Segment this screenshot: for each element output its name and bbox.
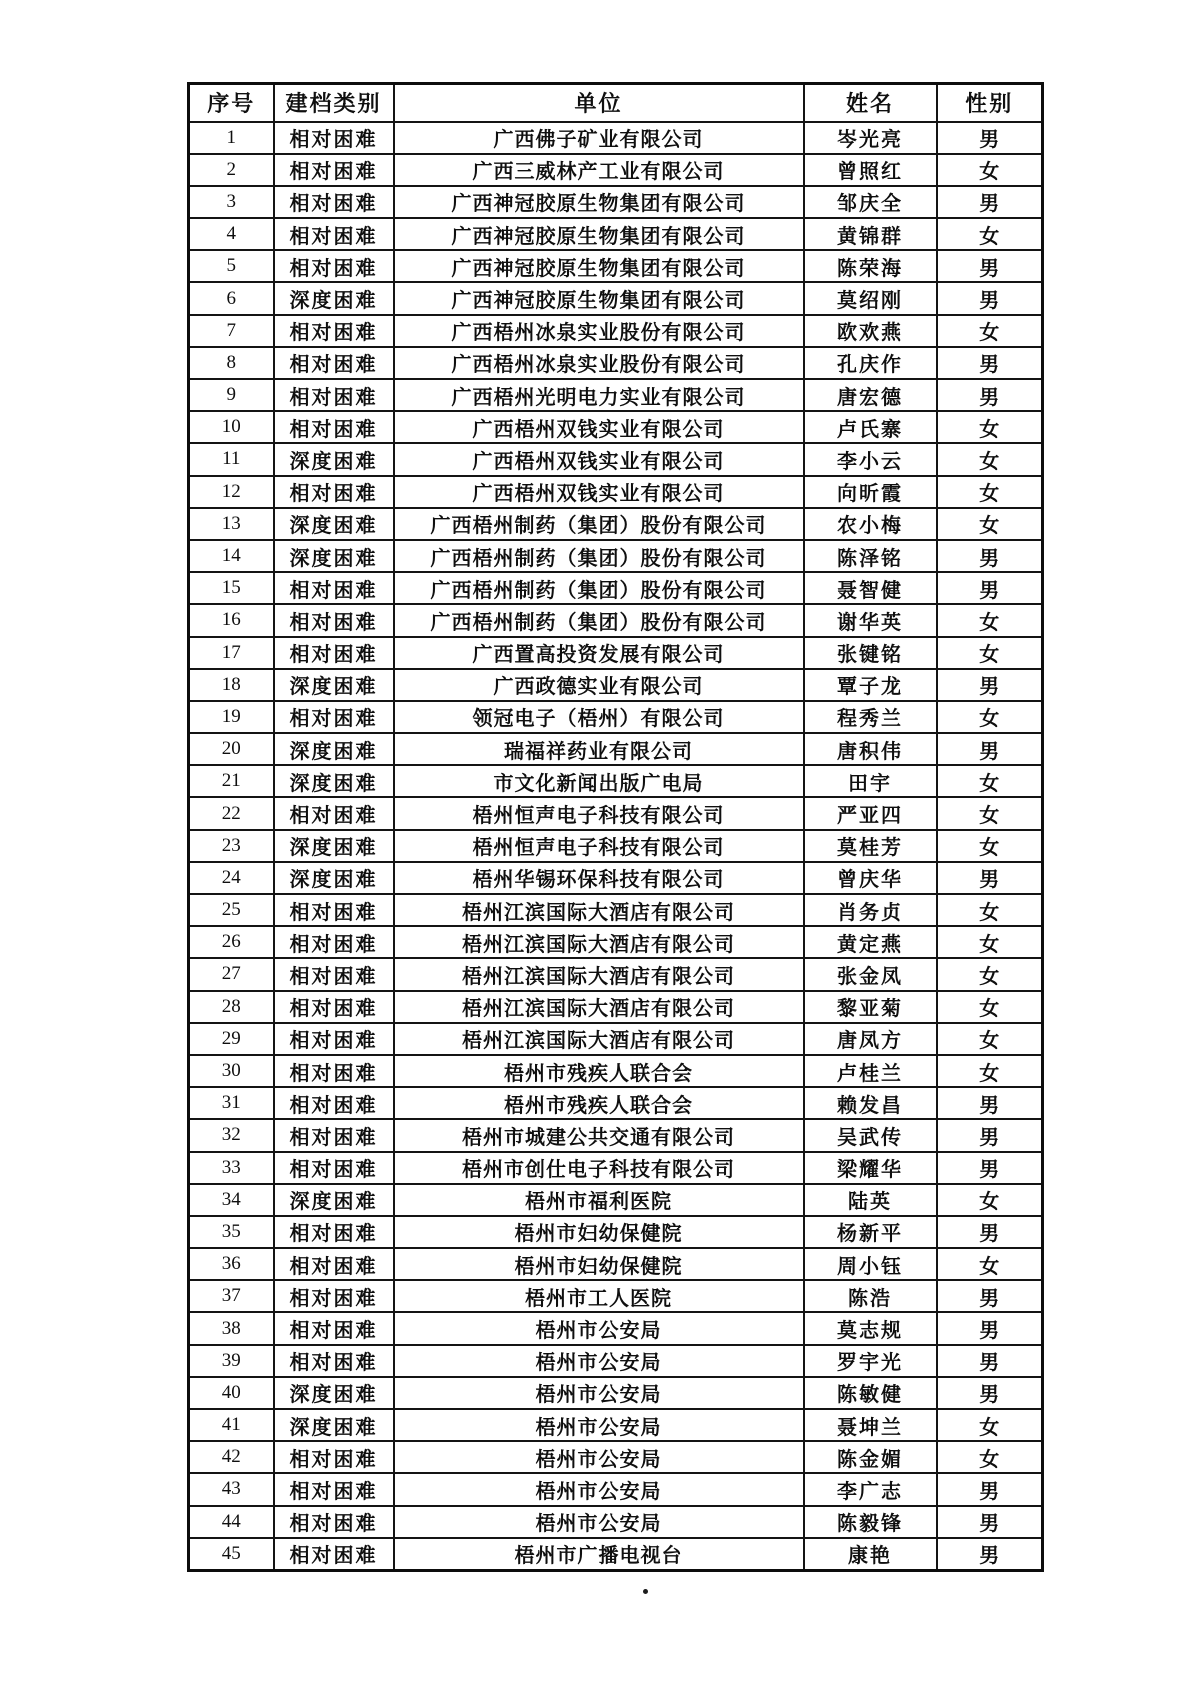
- cell-gender: 男: [937, 540, 1043, 572]
- cell-unit: 广西梧州双钱实业有限公司: [394, 443, 804, 475]
- table-row: [189, 122, 1043, 154]
- cell-name: 梁耀华: [804, 1152, 937, 1184]
- cell-category: 相对困难: [274, 1345, 394, 1377]
- cell-index: 32: [189, 1119, 274, 1151]
- cell-gender: 男: [937, 1152, 1043, 1184]
- cell-category: 相对困难: [274, 411, 394, 443]
- cell-gender: 女: [937, 1409, 1043, 1441]
- cell-gender: 女: [937, 1441, 1043, 1473]
- cell-name: 陈毅锋: [804, 1506, 937, 1538]
- cell-category: 深度困难: [274, 508, 394, 540]
- cell-name: 向昕霞: [804, 476, 937, 508]
- cell-gender: 男: [937, 1312, 1043, 1344]
- cell-name: 李广志: [804, 1473, 937, 1505]
- cell-gender: 男: [937, 1473, 1043, 1505]
- cell-unit: 梧州市创仕电子科技有限公司: [394, 1152, 804, 1184]
- cell-unit: 梧州江滨国际大酒店有限公司: [394, 1023, 804, 1055]
- cell-gender: 男: [937, 1280, 1043, 1312]
- table-row: [189, 443, 1043, 475]
- cell-gender: 女: [937, 926, 1043, 958]
- cell-category: 相对困难: [274, 572, 394, 604]
- cell-index: 28: [189, 991, 274, 1023]
- cell-unit: 梧州华锡环保科技有限公司: [394, 862, 804, 894]
- cell-unit: 广西梧州双钱实业有限公司: [394, 476, 804, 508]
- cell-name: 覃子龙: [804, 669, 937, 701]
- cell-category: 相对困难: [274, 1538, 394, 1571]
- cell-category: 相对困难: [274, 1216, 394, 1248]
- cell-gender: 男: [937, 733, 1043, 765]
- cell-name: 杨新平: [804, 1216, 937, 1248]
- table-row: [189, 1055, 1043, 1087]
- table-row: [189, 1087, 1043, 1119]
- cell-unit: 梧州市公安局: [394, 1345, 804, 1377]
- cell-name: 黄定燕: [804, 926, 937, 958]
- cell-gender: 男: [937, 862, 1043, 894]
- cell-category: 深度困难: [274, 765, 394, 797]
- cell-category: 相对困难: [274, 154, 394, 186]
- cell-category: 相对困难: [274, 958, 394, 990]
- cell-gender: 女: [937, 894, 1043, 926]
- cell-index: 42: [189, 1441, 274, 1473]
- cell-index: 38: [189, 1312, 274, 1344]
- cell-unit: 瑞福祥药业有限公司: [394, 733, 804, 765]
- cell-gender: 女: [937, 991, 1043, 1023]
- cell-unit: 广西梧州制药（集团）股份有限公司: [394, 572, 804, 604]
- cell-category: 深度困难: [274, 669, 394, 701]
- cell-category: 相对困难: [274, 1119, 394, 1151]
- cell-category: 相对困难: [274, 1055, 394, 1087]
- cell-gender: 男: [937, 1216, 1043, 1248]
- cell-category: 相对困难: [274, 797, 394, 829]
- cell-index: 15: [189, 572, 274, 604]
- table-row: [189, 1345, 1043, 1377]
- table-row: [189, 250, 1043, 282]
- cell-index: 11: [189, 443, 274, 475]
- cell-index: 14: [189, 540, 274, 572]
- table-row: [189, 1538, 1043, 1571]
- cell-name: 莫绍刚: [804, 282, 937, 314]
- cell-index: 17: [189, 637, 274, 669]
- cell-gender: 女: [937, 1184, 1043, 1216]
- cell-gender: 女: [937, 604, 1043, 636]
- column-header-category: 建档类别: [274, 84, 394, 122]
- cell-category: 相对困难: [274, 637, 394, 669]
- cell-name: 唐积伟: [804, 733, 937, 765]
- table-row: [189, 1216, 1043, 1248]
- table-row: [189, 1377, 1043, 1409]
- table-row: [189, 508, 1043, 540]
- table-row: [189, 540, 1043, 572]
- table-row: [189, 1280, 1043, 1312]
- table-row: [189, 830, 1043, 862]
- table-row: [189, 1473, 1043, 1505]
- cell-name: 农小梅: [804, 508, 937, 540]
- cell-name: 李小云: [804, 443, 937, 475]
- table-row: [189, 1248, 1043, 1280]
- cell-gender: 男: [937, 347, 1043, 379]
- cell-index: 44: [189, 1506, 274, 1538]
- cell-name: 严亚四: [804, 797, 937, 829]
- cell-index: 27: [189, 958, 274, 990]
- cell-gender: 男: [937, 122, 1043, 154]
- cell-gender: 男: [937, 1087, 1043, 1119]
- cell-category: 相对困难: [274, 1506, 394, 1538]
- cell-category: 相对困难: [274, 122, 394, 154]
- table-row: [189, 604, 1043, 636]
- cell-unit: 梧州江滨国际大酒店有限公司: [394, 926, 804, 958]
- cell-category: 相对困难: [274, 926, 394, 958]
- cell-unit: 梧州市公安局: [394, 1377, 804, 1409]
- cell-category: 相对困难: [274, 315, 394, 347]
- cell-index: 37: [189, 1280, 274, 1312]
- cell-index: 16: [189, 604, 274, 636]
- cell-gender: 男: [937, 1538, 1043, 1571]
- cell-unit: 广西神冠胶原生物集团有限公司: [394, 218, 804, 250]
- cell-name: 谢华英: [804, 604, 937, 636]
- cell-index: 29: [189, 1023, 274, 1055]
- cell-unit: 梧州市公安局: [394, 1409, 804, 1441]
- cell-gender: 女: [937, 637, 1043, 669]
- cell-name: 张键铭: [804, 637, 937, 669]
- cell-name: 陈金媚: [804, 1441, 937, 1473]
- cell-unit: 梧州江滨国际大酒店有限公司: [394, 991, 804, 1023]
- cell-category: 相对困难: [274, 347, 394, 379]
- cell-unit: 广西神冠胶原生物集团有限公司: [394, 282, 804, 314]
- cell-category: 深度困难: [274, 1184, 394, 1216]
- cell-name: 陆英: [804, 1184, 937, 1216]
- table-row: [189, 282, 1043, 314]
- table-row: [189, 701, 1043, 733]
- cell-index: 24: [189, 862, 274, 894]
- cell-gender: 男: [937, 1119, 1043, 1151]
- cell-unit: 梧州恒声电子科技有限公司: [394, 830, 804, 862]
- cell-category: 深度困难: [274, 733, 394, 765]
- cell-index: 25: [189, 894, 274, 926]
- cell-unit: 广西梧州制药（集团）股份有限公司: [394, 604, 804, 636]
- cell-unit: 梧州市工人医院: [394, 1280, 804, 1312]
- cell-category: 深度困难: [274, 1409, 394, 1441]
- scan-speck: [643, 1589, 648, 1594]
- cell-index: 8: [189, 347, 274, 379]
- cell-name: 黎亚菊: [804, 991, 937, 1023]
- cell-category: 深度困难: [274, 830, 394, 862]
- cell-index: 7: [189, 315, 274, 347]
- cell-name: 曾庆华: [804, 862, 937, 894]
- cell-category: 相对困难: [274, 1248, 394, 1280]
- cell-index: 34: [189, 1184, 274, 1216]
- cell-category: 相对困难: [274, 1023, 394, 1055]
- table-row: [189, 1506, 1043, 1538]
- column-header-name: 姓名: [804, 84, 937, 122]
- cell-gender: 女: [937, 315, 1043, 347]
- cell-unit: 广西政德实业有限公司: [394, 669, 804, 701]
- table-row: [189, 797, 1043, 829]
- cell-unit: 梧州市妇幼保健院: [394, 1248, 804, 1280]
- cell-index: 10: [189, 411, 274, 443]
- cell-category: 深度困难: [274, 282, 394, 314]
- cell-category: 相对困难: [274, 604, 394, 636]
- table-row: [189, 765, 1043, 797]
- cell-unit: 广西神冠胶原生物集团有限公司: [394, 186, 804, 218]
- cell-index: 36: [189, 1248, 274, 1280]
- cell-gender: 男: [937, 186, 1043, 218]
- cell-category: 相对困难: [274, 1087, 394, 1119]
- cell-name: 唐宏德: [804, 379, 937, 411]
- cell-name: 罗宇光: [804, 1345, 937, 1377]
- cell-gender: 女: [937, 218, 1043, 250]
- cell-name: 孔庆作: [804, 347, 937, 379]
- table-row: [189, 154, 1043, 186]
- cell-unit: 广西置高投资发展有限公司: [394, 637, 804, 669]
- cell-name: 卢桂兰: [804, 1055, 937, 1087]
- cell-name: 莫桂芳: [804, 830, 937, 862]
- cell-category: 相对困难: [274, 1312, 394, 1344]
- cell-unit: 梧州恒声电子科技有限公司: [394, 797, 804, 829]
- cell-index: 21: [189, 765, 274, 797]
- cell-gender: 女: [937, 958, 1043, 990]
- cell-gender: 男: [937, 250, 1043, 282]
- cell-category: 相对困难: [274, 1152, 394, 1184]
- cell-unit: 领冠电子（梧州）有限公司: [394, 701, 804, 733]
- cell-unit: 梧州市公安局: [394, 1312, 804, 1344]
- cell-name: 聂智健: [804, 572, 937, 604]
- cell-unit: 广西佛子矿业有限公司: [394, 122, 804, 154]
- cell-unit: 广西梧州光明电力实业有限公司: [394, 379, 804, 411]
- cell-gender: 男: [937, 669, 1043, 701]
- cell-gender: 女: [937, 1023, 1043, 1055]
- cell-unit: 梧州市城建公共交通有限公司: [394, 1119, 804, 1151]
- table-row: [189, 1152, 1043, 1184]
- table-row: [189, 347, 1043, 379]
- cell-index: 30: [189, 1055, 274, 1087]
- cell-index: 20: [189, 733, 274, 765]
- cell-name: 周小钰: [804, 1248, 937, 1280]
- cell-unit: 广西三威林产工业有限公司: [394, 154, 804, 186]
- cell-category: 相对困难: [274, 379, 394, 411]
- cell-index: 19: [189, 701, 274, 733]
- cell-category: 相对困难: [274, 186, 394, 218]
- cell-name: 欧欢燕: [804, 315, 937, 347]
- cell-index: 31: [189, 1087, 274, 1119]
- cell-gender: 女: [937, 1248, 1043, 1280]
- table-row: [189, 733, 1043, 765]
- cell-index: 2: [189, 154, 274, 186]
- cell-index: 1: [189, 122, 274, 154]
- cell-unit: 梧州市公安局: [394, 1506, 804, 1538]
- cell-name: 康艳: [804, 1538, 937, 1571]
- cell-category: 相对困难: [274, 218, 394, 250]
- cell-unit: 广西梧州冰泉实业股份有限公司: [394, 347, 804, 379]
- table-row: [189, 1119, 1043, 1151]
- table-row: [189, 958, 1043, 990]
- cell-category: 深度困难: [274, 540, 394, 572]
- table-row: [189, 669, 1043, 701]
- cell-category: 相对困难: [274, 1280, 394, 1312]
- cell-category: 相对困难: [274, 250, 394, 282]
- table-row: [189, 218, 1043, 250]
- cell-gender: 女: [937, 797, 1043, 829]
- cell-name: 陈浩: [804, 1280, 937, 1312]
- cell-gender: 男: [937, 572, 1043, 604]
- cell-index: 33: [189, 1152, 274, 1184]
- cell-unit: 梧州市公安局: [394, 1473, 804, 1505]
- cell-gender: 男: [937, 1377, 1043, 1409]
- cell-index: 22: [189, 797, 274, 829]
- cell-name: 莫志规: [804, 1312, 937, 1344]
- cell-index: 12: [189, 476, 274, 508]
- table-row: [189, 637, 1043, 669]
- table-row: [189, 315, 1043, 347]
- cell-index: 6: [189, 282, 274, 314]
- cell-category: 相对困难: [274, 476, 394, 508]
- cell-name: 曾照红: [804, 154, 937, 186]
- cell-unit: 广西神冠胶原生物集团有限公司: [394, 250, 804, 282]
- cell-name: 唐凤方: [804, 1023, 937, 1055]
- table-row: [189, 186, 1043, 218]
- cell-unit: 梧州市公安局: [394, 1441, 804, 1473]
- cell-index: 9: [189, 379, 274, 411]
- cell-category: 深度困难: [274, 1377, 394, 1409]
- cell-unit: 梧州市妇幼保健院: [394, 1216, 804, 1248]
- roster-table-body: [189, 122, 1043, 1571]
- column-header-unit: 单位: [394, 84, 804, 122]
- cell-index: 41: [189, 1409, 274, 1441]
- cell-index: 3: [189, 186, 274, 218]
- cell-gender: 女: [937, 443, 1043, 475]
- cell-index: 26: [189, 926, 274, 958]
- cell-gender: 男: [937, 379, 1043, 411]
- cell-gender: 女: [937, 411, 1043, 443]
- table-row: [189, 1409, 1043, 1441]
- table-row: [189, 572, 1043, 604]
- cell-unit: 广西梧州制药（集团）股份有限公司: [394, 508, 804, 540]
- cell-name: 赖发昌: [804, 1087, 937, 1119]
- cell-name: 邹庆全: [804, 186, 937, 218]
- table-row: [189, 894, 1043, 926]
- table-row: [189, 411, 1043, 443]
- cell-name: 肖务贞: [804, 894, 937, 926]
- roster-table: [187, 82, 1044, 1572]
- cell-index: 5: [189, 250, 274, 282]
- cell-category: 相对困难: [274, 991, 394, 1023]
- cell-name: 吴武传: [804, 1119, 937, 1151]
- cell-category: 相对困难: [274, 701, 394, 733]
- cell-gender: 男: [937, 1345, 1043, 1377]
- cell-name: 田宇: [804, 765, 937, 797]
- cell-category: 深度困难: [274, 862, 394, 894]
- cell-unit: 梧州市残疾人联合会: [394, 1055, 804, 1087]
- table-row: [189, 1023, 1043, 1055]
- cell-index: 35: [189, 1216, 274, 1248]
- table-row: [189, 1441, 1043, 1473]
- cell-gender: 男: [937, 1506, 1043, 1538]
- cell-gender: 女: [937, 1055, 1043, 1087]
- cell-category: 相对困难: [274, 894, 394, 926]
- cell-unit: 广西梧州制药（集团）股份有限公司: [394, 540, 804, 572]
- cell-unit: 梧州市广播电视台: [394, 1538, 804, 1571]
- cell-name: 陈泽铭: [804, 540, 937, 572]
- cell-index: 13: [189, 508, 274, 540]
- cell-index: 39: [189, 1345, 274, 1377]
- cell-unit: 梧州市残疾人联合会: [394, 1087, 804, 1119]
- cell-gender: 女: [937, 154, 1043, 186]
- cell-name: 陈敏健: [804, 1377, 937, 1409]
- cell-gender: 男: [937, 282, 1043, 314]
- cell-unit: 广西梧州双钱实业有限公司: [394, 411, 804, 443]
- cell-index: 45: [189, 1538, 274, 1571]
- column-header-index: 序号: [189, 84, 274, 122]
- header-row: [189, 84, 1043, 122]
- cell-gender: 女: [937, 765, 1043, 797]
- cell-unit: 梧州市福利医院: [394, 1184, 804, 1216]
- cell-gender: 女: [937, 830, 1043, 862]
- cell-gender: 女: [937, 508, 1043, 540]
- table-row: [189, 1184, 1043, 1216]
- cell-index: 23: [189, 830, 274, 862]
- table-row: [189, 862, 1043, 894]
- cell-name: 程秀兰: [804, 701, 937, 733]
- cell-gender: 女: [937, 476, 1043, 508]
- table-row: [189, 926, 1043, 958]
- cell-category: 相对困难: [274, 1441, 394, 1473]
- cell-index: 18: [189, 669, 274, 701]
- cell-index: 43: [189, 1473, 274, 1505]
- cell-name: 岑光亮: [804, 122, 937, 154]
- cell-name: 张金凤: [804, 958, 937, 990]
- cell-index: 40: [189, 1377, 274, 1409]
- cell-name: 陈荣海: [804, 250, 937, 282]
- cell-index: 4: [189, 218, 274, 250]
- cell-category: 相对困难: [274, 1473, 394, 1505]
- table-row: [189, 1312, 1043, 1344]
- cell-category: 深度困难: [274, 443, 394, 475]
- table-row: [189, 379, 1043, 411]
- table-row: [189, 476, 1043, 508]
- column-header-gender: 性别: [937, 84, 1043, 122]
- cell-name: 卢氏寨: [804, 411, 937, 443]
- cell-unit: 梧州江滨国际大酒店有限公司: [394, 958, 804, 990]
- cell-gender: 女: [937, 701, 1043, 733]
- cell-name: 黄锦群: [804, 218, 937, 250]
- table-row: [189, 991, 1043, 1023]
- cell-unit: 梧州江滨国际大酒店有限公司: [394, 894, 804, 926]
- cell-unit: 广西梧州冰泉实业股份有限公司: [394, 315, 804, 347]
- cell-name: 聂坤兰: [804, 1409, 937, 1441]
- cell-unit: 市文化新闻出版广电局: [394, 765, 804, 797]
